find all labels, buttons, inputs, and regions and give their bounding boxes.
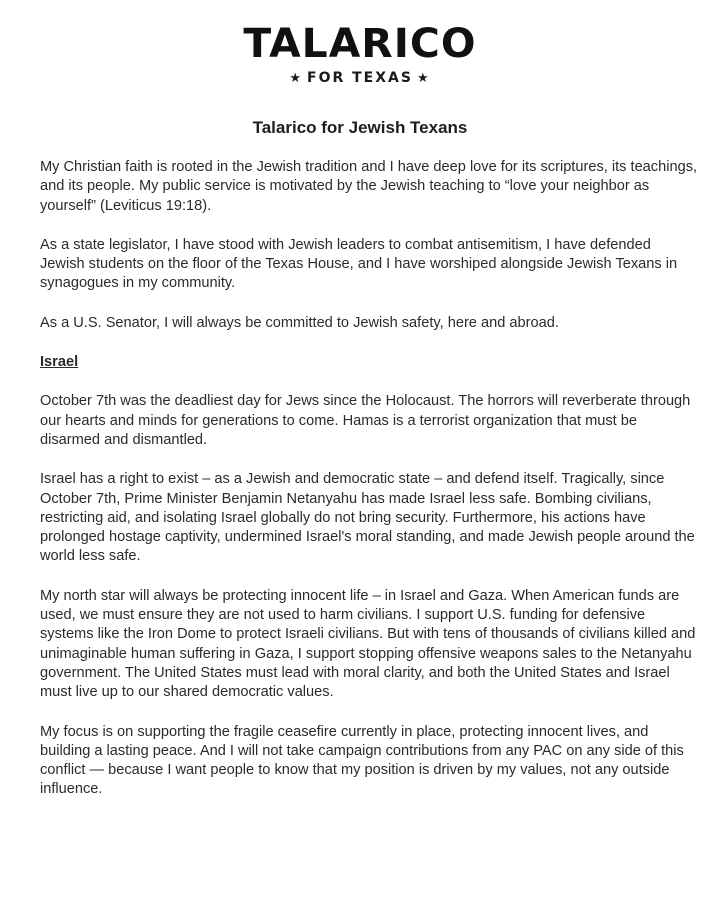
star-icon: ★ [416,71,431,86]
section-paragraph: October 7th was the deadliest day for Jews since the Holocaust. The horrors will reverberate through our hearts and minds for generations to come. Hamas is a terrorist organization that must be disarmed and dismantled. [40,393,691,448]
section-paragraph: Israel has a right to exist – as a Jewish and democratic state – and defend itself. Tragically, since October 7th, Prime Minister Benjamin Netanyahu has made Israel less safe. Bombing civilians, restricting aid, and isolating Israel globally do not bring security. Furthermore, his actions have prolonged hostage captivity, undermined Israel's moral standing, and made Jewish people around the world less safe. [40,471,695,565]
intro-paragraph: My Christian faith is rooted in the Jewish tradition and I have deep love for its scriptures, its teachings, and its people. My public service is motivated by the Jewish teaching to “love your neighbor as yourself” (Leviticus 19:18). [40,159,698,214]
campaign-logo [0,22,720,89]
logo-wordmark: TALARICO [243,21,477,67]
document-title: Talarico for Jewish Texans [252,118,468,137]
section-heading-israel: Israel [40,354,79,371]
document-body [40,158,698,820]
section-paragraph: My north star will always be protecting innocent life – in Israel and Gaza. When American funds are used, we must ensure they are not used to harm civilians. I support U.S. funding for defensive systems like the Iron Dome to protect Israeli civilians. But with tens of thousands of civilians killed and unimaginable human suffering in Gaza, I support stopping offensive weapons sales to the Netanyahu government. The United States must lead with moral clarity, and both the United States and Israel must live up to our shared democratic values. [40,587,696,701]
logo-tagline-text: FOR TEXAS [307,70,413,86]
intro-paragraph: As a U.S. Senator, I will always be committed to Jewish safety, here and abroad. [40,314,559,331]
logo-tagline [0,68,720,89]
star-icon: ★ [289,71,304,86]
intro-paragraph: As a state legislator, I have stood with Jewish leaders to combat antisemitism, I have defended Jewish students on the floor of the Texas House, and I have worshiped alongside Jewish Texans in synagogues in my community. [40,236,678,292]
section-paragraph: My focus is on supporting the fragile ceasefire currently in place, protecting innocent lives, and building a lasting peace. And I will not take campaign contributions from any PAC on any side of this conflict — because I want people to know that my position is driven by my values, not any outside influence. [40,723,684,798]
